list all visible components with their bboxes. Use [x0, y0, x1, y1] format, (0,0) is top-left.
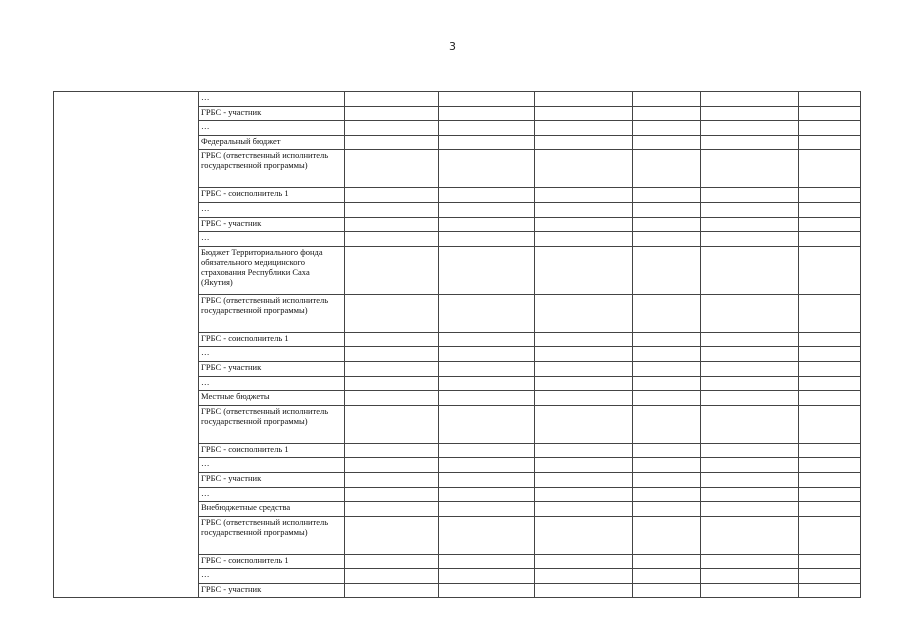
value-cell	[633, 294, 701, 332]
value-cell	[799, 121, 861, 136]
value-cell	[535, 92, 633, 107]
value-cell	[799, 135, 861, 150]
value-cell	[439, 332, 535, 347]
row-label: ГРБС - участник	[199, 583, 345, 598]
value-cell	[633, 361, 701, 376]
value-cell	[439, 443, 535, 458]
value-cell	[633, 106, 701, 121]
value-cell	[535, 294, 633, 332]
value-cell	[633, 232, 701, 247]
value-cell	[701, 332, 799, 347]
value-cell	[439, 135, 535, 150]
value-cell	[439, 121, 535, 136]
budget-table	[53, 91, 861, 598]
value-cell	[799, 188, 861, 203]
value-cell	[535, 458, 633, 473]
value-cell	[439, 376, 535, 391]
value-cell	[345, 347, 439, 362]
value-cell	[345, 202, 439, 217]
value-cell	[345, 554, 439, 569]
value-cell	[439, 405, 535, 443]
value-cell	[439, 391, 535, 406]
value-cell	[439, 583, 535, 598]
value-cell	[439, 487, 535, 502]
value-cell	[345, 516, 439, 554]
value-cell	[701, 458, 799, 473]
value-cell	[701, 516, 799, 554]
value-cell	[633, 554, 701, 569]
value-cell	[345, 294, 439, 332]
value-cell	[799, 443, 861, 458]
table-row	[54, 92, 861, 107]
value-cell	[633, 92, 701, 107]
value-cell	[799, 472, 861, 487]
value-cell	[799, 202, 861, 217]
value-cell	[535, 246, 633, 294]
value-cell	[345, 472, 439, 487]
value-cell	[535, 106, 633, 121]
value-cell	[701, 361, 799, 376]
value-cell	[535, 217, 633, 232]
value-cell	[439, 294, 535, 332]
value-cell	[439, 569, 535, 584]
value-cell	[701, 502, 799, 517]
value-cell	[633, 516, 701, 554]
row-label: ГРБС - соисполнитель 1	[199, 554, 345, 569]
value-cell	[701, 347, 799, 362]
value-cell	[633, 472, 701, 487]
value-cell	[439, 217, 535, 232]
value-cell	[345, 150, 439, 188]
row-label: ГРБС - участник	[199, 361, 345, 376]
value-cell	[439, 202, 535, 217]
value-cell	[799, 217, 861, 232]
value-cell	[633, 405, 701, 443]
row-label: ГРБС (ответственный исполнитель государственной программы)	[199, 516, 345, 554]
value-cell	[799, 294, 861, 332]
value-cell	[535, 202, 633, 217]
value-cell	[701, 202, 799, 217]
row-label: ГРБС - соисполнитель 1	[199, 443, 345, 458]
row-label: Федеральный бюджет	[199, 135, 345, 150]
value-cell	[345, 458, 439, 473]
value-cell	[439, 458, 535, 473]
row-label: …	[199, 121, 345, 136]
value-cell	[799, 106, 861, 121]
value-cell	[345, 121, 439, 136]
value-cell	[701, 232, 799, 247]
value-cell	[535, 332, 633, 347]
row-label: ГРБС - участник	[199, 106, 345, 121]
value-cell	[439, 502, 535, 517]
value-cell	[633, 246, 701, 294]
value-cell	[633, 202, 701, 217]
value-cell	[799, 232, 861, 247]
row-label: Внебюджетные средства	[199, 502, 345, 517]
value-cell	[535, 472, 633, 487]
value-cell	[799, 405, 861, 443]
value-cell	[701, 487, 799, 502]
value-cell	[701, 472, 799, 487]
value-cell	[345, 188, 439, 203]
value-cell	[799, 554, 861, 569]
value-cell	[701, 583, 799, 598]
value-cell	[345, 232, 439, 247]
value-cell	[535, 188, 633, 203]
value-cell	[633, 569, 701, 584]
row-label: …	[199, 376, 345, 391]
value-cell	[633, 217, 701, 232]
value-cell	[701, 188, 799, 203]
value-cell	[535, 376, 633, 391]
value-cell	[345, 502, 439, 517]
value-cell	[701, 246, 799, 294]
value-cell	[799, 376, 861, 391]
row-label: …	[199, 92, 345, 107]
value-cell	[633, 332, 701, 347]
value-cell	[633, 391, 701, 406]
value-cell	[439, 554, 535, 569]
value-cell	[701, 92, 799, 107]
value-cell	[701, 121, 799, 136]
table-body	[54, 92, 861, 598]
row-label: ГРБС - соисполнитель 1	[199, 332, 345, 347]
value-cell	[799, 458, 861, 473]
value-cell	[345, 376, 439, 391]
value-cell	[799, 487, 861, 502]
value-cell	[439, 516, 535, 554]
value-cell	[701, 217, 799, 232]
value-cell	[701, 405, 799, 443]
value-cell	[439, 188, 535, 203]
value-cell	[633, 376, 701, 391]
value-cell	[535, 487, 633, 502]
value-cell	[633, 188, 701, 203]
value-cell	[701, 376, 799, 391]
row-label: ГРБС - участник	[199, 217, 345, 232]
value-cell	[633, 487, 701, 502]
row-label: ГРБС (ответственный исполнитель государственной программы)	[199, 294, 345, 332]
value-cell	[439, 106, 535, 121]
value-cell	[535, 135, 633, 150]
row-label: Местные бюджеты	[199, 391, 345, 406]
value-cell	[633, 135, 701, 150]
value-cell	[345, 391, 439, 406]
value-cell	[535, 516, 633, 554]
value-cell	[799, 516, 861, 554]
value-cell	[799, 347, 861, 362]
value-cell	[345, 332, 439, 347]
row-label: ГРБС - соисполнитель 1	[199, 188, 345, 203]
value-cell	[535, 232, 633, 247]
value-cell	[439, 150, 535, 188]
row-label: …	[199, 458, 345, 473]
value-cell	[633, 347, 701, 362]
value-cell	[701, 554, 799, 569]
value-cell	[535, 150, 633, 188]
value-cell	[345, 246, 439, 294]
value-cell	[345, 361, 439, 376]
merged-first-column-cell	[54, 92, 199, 598]
value-cell	[345, 583, 439, 598]
value-cell	[535, 554, 633, 569]
value-cell	[439, 361, 535, 376]
row-label: …	[199, 202, 345, 217]
row-label: ГРБС (ответственный исполнитель государственной программы)	[199, 405, 345, 443]
value-cell	[799, 391, 861, 406]
value-cell	[439, 232, 535, 247]
value-cell	[701, 391, 799, 406]
value-cell	[345, 92, 439, 107]
page-number: 3	[449, 40, 456, 53]
value-cell	[799, 361, 861, 376]
value-cell	[345, 106, 439, 121]
value-cell	[701, 443, 799, 458]
value-cell	[633, 458, 701, 473]
value-cell	[633, 583, 701, 598]
value-cell	[345, 217, 439, 232]
value-cell	[345, 405, 439, 443]
row-label: …	[199, 347, 345, 362]
value-cell	[799, 246, 861, 294]
row-label: …	[199, 569, 345, 584]
value-cell	[439, 246, 535, 294]
value-cell	[439, 92, 535, 107]
value-cell	[439, 347, 535, 362]
value-cell	[345, 487, 439, 502]
value-cell	[701, 106, 799, 121]
value-cell	[701, 569, 799, 584]
value-cell	[701, 150, 799, 188]
value-cell	[535, 361, 633, 376]
value-cell	[535, 569, 633, 584]
row-label: Бюджет Территориального фонда обязательного медицинского страхования Республики Саха (Якутия)	[199, 246, 345, 294]
value-cell	[799, 332, 861, 347]
row-label: ГРБС - участник	[199, 472, 345, 487]
value-cell	[799, 502, 861, 517]
value-cell	[535, 391, 633, 406]
value-cell	[345, 135, 439, 150]
value-cell	[439, 472, 535, 487]
value-cell	[535, 347, 633, 362]
value-cell	[799, 569, 861, 584]
value-cell	[799, 92, 861, 107]
value-cell	[633, 150, 701, 188]
value-cell	[799, 583, 861, 598]
value-cell	[633, 502, 701, 517]
value-cell	[799, 150, 861, 188]
value-cell	[633, 443, 701, 458]
value-cell	[535, 583, 633, 598]
value-cell	[535, 405, 633, 443]
value-cell	[535, 443, 633, 458]
value-cell	[701, 135, 799, 150]
value-cell	[535, 502, 633, 517]
value-cell	[633, 121, 701, 136]
row-label: …	[199, 487, 345, 502]
value-cell	[535, 121, 633, 136]
row-label: ГРБС (ответственный исполнитель государственной программы)	[199, 150, 345, 188]
row-label: …	[199, 232, 345, 247]
value-cell	[701, 294, 799, 332]
value-cell	[345, 569, 439, 584]
value-cell	[345, 443, 439, 458]
